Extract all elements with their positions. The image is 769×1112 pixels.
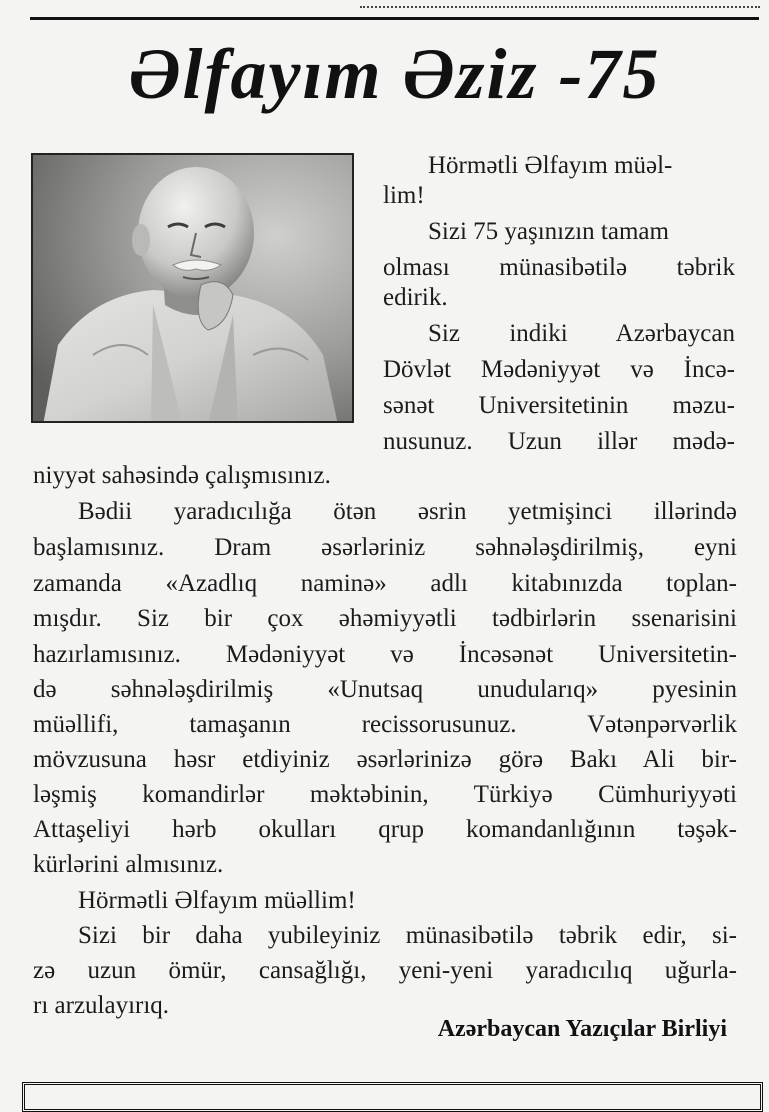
text-line-8: sənət Universitetinin məzu-: [383, 392, 735, 419]
text-line-2: lim!: [383, 182, 425, 209]
text-line-6: Siz indiki Azərbaycan: [428, 320, 735, 347]
text-line-22: Hörmətli Əlfayım müəllim!: [78, 887, 356, 914]
text-line-10: niyyət sahəsində çalışmısınız.: [33, 462, 331, 489]
text-line-23: Sizi bir daha yubileyiniz münasibətilə təbrik edir, si-: [78, 922, 737, 949]
text-line-20: Attaşeliyi hərb okulları qrup komandanlığının təşək-: [33, 816, 737, 843]
next-article-frame: [22, 1082, 763, 1112]
text-line-15: hazırlamısınız. Mədəniyyət və İncəsənət Universitetin-: [33, 641, 737, 668]
text-line-18: mövzusuna həsr etdiyiniz əsərlərinizə görə Bakı Ali bir-: [33, 746, 737, 773]
headline: Əlfayım Əziz -75: [128, 34, 661, 114]
text-line-9: nusunuz. Uzun illər mədə-: [383, 428, 735, 455]
top-rule: [30, 17, 759, 20]
text-line-19: ləşmiş komandirlər məktəbinin, Türkiyə Cümhuriyyəti: [33, 781, 737, 808]
previous-article-edge: [360, 0, 760, 8]
text-line-13: zamanda «Azadlıq naminə» adlı kitabınızda toplan-: [33, 570, 737, 597]
text-line-12: başlamısınız. Dram əsərləriniz səhnələşdirilmiş, eyni: [33, 534, 737, 561]
portrait-image: [33, 155, 354, 423]
text-line-21: kürlərini almısınız.: [33, 851, 224, 878]
text-line-14: mışdır. Siz bir çox əhəmiyyətli tədbirlərin ssenarisini: [33, 605, 737, 632]
text-line-16: də səhnələşdirilmiş «Unutsaq unudularıq» pyesinin: [33, 676, 737, 703]
text-line-4: olması münasibətilə təbrik: [383, 254, 735, 281]
text-line-1: Hörmətli Əlfayım müəl-: [428, 152, 673, 179]
portrait-photo: [31, 153, 354, 423]
signature: Azərbaycan Yazıçılar Birliyi: [437, 1016, 727, 1042]
text-line-3: Sizi 75 yaşınızın tamam: [428, 218, 669, 245]
text-line-5: edirik.: [383, 284, 448, 311]
text-line-11: Bədii yaradıcılığa ötən əsrin yetmişinci illərində: [78, 498, 737, 525]
text-line-7: Dövlət Mədəniyyət və İncə-: [383, 356, 735, 383]
text-line-25: rı arzulayırıq.: [33, 992, 170, 1019]
text-line-17: müəllifi, tamaşanın recissorusunuz. Vətənpərvərlik: [33, 711, 737, 738]
text-line-24: zə uzun ömür, cansağlığı, yeni-yeni yaradıcılıq uğurla-: [33, 957, 737, 984]
